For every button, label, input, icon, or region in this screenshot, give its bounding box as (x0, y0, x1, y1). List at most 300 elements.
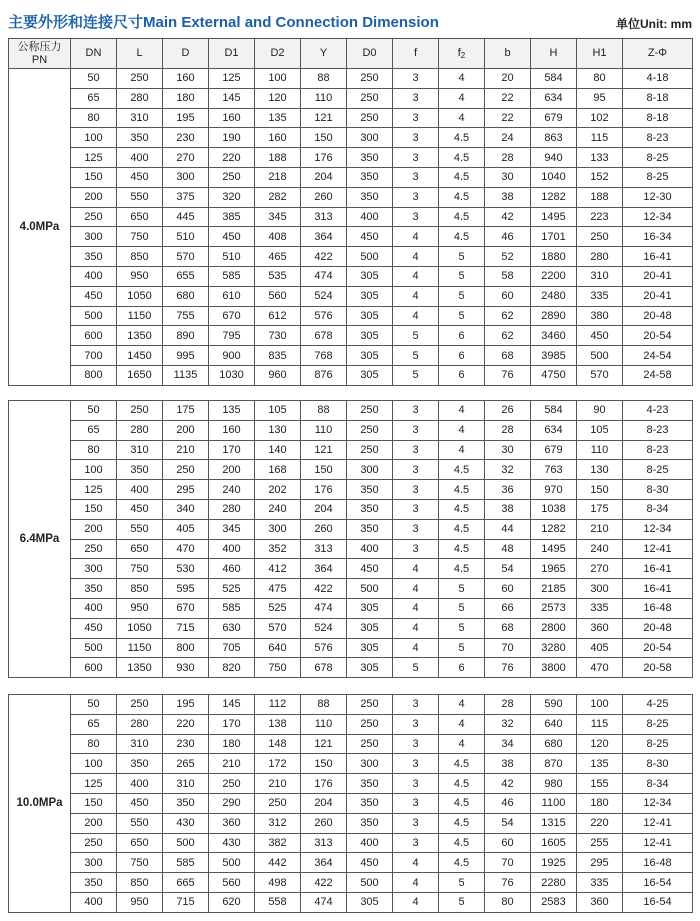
table-cell: 650 (117, 539, 163, 559)
table-cell: 210 (163, 440, 209, 460)
table-cell: 450 (347, 853, 393, 873)
table-cell: 634 (531, 88, 577, 108)
table-cell: 80 (71, 440, 117, 460)
table-cell: 550 (117, 187, 163, 207)
table-cell: 4.5 (439, 480, 485, 500)
table-cell: 280 (209, 499, 255, 519)
table-cell: 8-25 (623, 148, 693, 168)
table-cell: 68 (485, 346, 531, 366)
table-cell: 876 (301, 365, 347, 385)
table-cell: 350 (347, 793, 393, 813)
table-cell: 524 (301, 618, 347, 638)
table-cell: 220 (577, 813, 623, 833)
table-cell: 195 (163, 108, 209, 128)
table-cell: 670 (163, 598, 209, 618)
table-cell: 474 (301, 598, 347, 618)
table-cell: 280 (117, 420, 163, 440)
table-cell: 310 (117, 108, 163, 128)
table-cell: 705 (209, 638, 255, 658)
table-cell: 1350 (117, 326, 163, 346)
table-cell: 820 (209, 658, 255, 678)
table-cell: 20-58 (623, 658, 693, 678)
table-cell: 180 (209, 734, 255, 754)
header-col-4: D2 (255, 39, 301, 69)
table-cell: 120 (577, 734, 623, 754)
table-cell: 250 (347, 108, 393, 128)
table-cell: 382 (255, 833, 301, 853)
table-cell: 175 (163, 401, 209, 421)
header-col-11: H1 (577, 39, 623, 69)
table-cell: 313 (301, 207, 347, 227)
table-cell: 170 (209, 440, 255, 460)
table-cell: 62 (485, 306, 531, 326)
table-row (9, 499, 693, 519)
table-cell: 250 (71, 207, 117, 227)
table-row (9, 365, 693, 385)
dimension-table-group-3 (8, 694, 693, 913)
table-row (9, 618, 693, 638)
table-cell: 3 (393, 714, 439, 734)
table-cell: 750 (117, 853, 163, 873)
table-cell: 1040 (531, 167, 577, 187)
table-cell: 125 (71, 148, 117, 168)
table-cell: 42 (485, 207, 531, 227)
table-cell: 88 (301, 695, 347, 715)
table-cell: 670 (209, 306, 255, 326)
table-cell: 100 (577, 695, 623, 715)
table-cell: 835 (255, 346, 301, 366)
table-cell: 250 (71, 539, 117, 559)
table-cell: 250 (71, 833, 117, 853)
table-cell: 3 (393, 69, 439, 89)
table-row (9, 539, 693, 559)
table-cell: 70 (485, 853, 531, 873)
table-cell: 405 (577, 638, 623, 658)
table-cell: 36 (485, 480, 531, 500)
table-cell: 584 (531, 69, 577, 89)
table-cell: 345 (255, 207, 301, 227)
table-cell: 250 (209, 167, 255, 187)
table-cell: 20-41 (623, 266, 693, 286)
table-cell: 8-25 (623, 714, 693, 734)
table-cell: 400 (117, 148, 163, 168)
table-cell: 313 (301, 833, 347, 853)
table-cell: 24 (485, 128, 531, 148)
table-cell: 400 (209, 539, 255, 559)
table-cell: 8-30 (623, 480, 693, 500)
table-cell: 995 (163, 346, 209, 366)
table-cell: 576 (301, 306, 347, 326)
table-row (9, 559, 693, 579)
table-cell: 88 (301, 401, 347, 421)
table-row (9, 286, 693, 306)
table-cell: 16-54 (623, 892, 693, 912)
table-cell: 678 (301, 326, 347, 346)
table-cell: 3 (393, 148, 439, 168)
table-row (9, 853, 693, 873)
table-cell: 470 (577, 658, 623, 678)
table-cell: 890 (163, 326, 209, 346)
table-cell: 4 (393, 266, 439, 286)
table-cell: 763 (531, 460, 577, 480)
table-cell: 290 (209, 793, 255, 813)
table-cell: 220 (209, 148, 255, 168)
table-cell: 8-25 (623, 460, 693, 480)
table-row (9, 813, 693, 833)
table-cell: 450 (577, 326, 623, 346)
table-cell: 4 (393, 559, 439, 579)
table-row (9, 69, 693, 89)
table-cell: 46 (485, 793, 531, 813)
table-cell: 2800 (531, 618, 577, 638)
table-cell: 465 (255, 247, 301, 267)
table-row (9, 207, 693, 227)
table-cell: 28 (485, 148, 531, 168)
table-cell: 16-41 (623, 559, 693, 579)
table-cell: 870 (531, 754, 577, 774)
table-cell: 115 (577, 714, 623, 734)
table-cell: 4.5 (439, 519, 485, 539)
table-cell: 450 (71, 618, 117, 638)
table-cell: 16-48 (623, 853, 693, 873)
table-cell: 76 (485, 873, 531, 893)
table-cell: 450 (117, 793, 163, 813)
table-cell: 364 (301, 559, 347, 579)
table-cell: 175 (577, 499, 623, 519)
table-cell: 930 (163, 658, 209, 678)
table-cell: 5 (439, 638, 485, 658)
table-cell: 12-34 (623, 207, 693, 227)
table-cell: 48 (485, 539, 531, 559)
table-cell: 65 (71, 88, 117, 108)
table-cell: 442 (255, 853, 301, 873)
table-cell: 1701 (531, 227, 577, 247)
unit-label: 单位Unit: mm (616, 17, 692, 31)
table-cell: 750 (117, 559, 163, 579)
table-cell: 550 (117, 813, 163, 833)
table-cell: 3 (393, 734, 439, 754)
table-cell: 280 (577, 247, 623, 267)
table-cell: 12-41 (623, 833, 693, 853)
table-cell: 3 (393, 695, 439, 715)
table-cell: 5 (439, 247, 485, 267)
table-cell: 4.5 (439, 793, 485, 813)
table-cell: 715 (163, 618, 209, 638)
table-cell: 172 (255, 754, 301, 774)
table-cell: 3 (393, 774, 439, 794)
table-cell: 105 (577, 420, 623, 440)
table-cell: 250 (347, 401, 393, 421)
table-cell: 570 (163, 247, 209, 267)
table-cell: 1925 (531, 853, 577, 873)
table-cell: 30 (485, 167, 531, 187)
table-cell: 680 (163, 286, 209, 306)
table-row (9, 695, 693, 715)
table-cell: 250 (209, 774, 255, 794)
table-cell: 20-41 (623, 286, 693, 306)
table-cell: 115 (577, 128, 623, 148)
table-cell: 54 (485, 813, 531, 833)
table-cell: 585 (209, 598, 255, 618)
table-cell: 12-41 (623, 539, 693, 559)
table-cell: 755 (163, 306, 209, 326)
header-col-6: D0 (347, 39, 393, 69)
table-cell: 204 (301, 167, 347, 187)
table-cell: 3 (393, 519, 439, 539)
pn-cell: 10.0MPa (9, 695, 71, 913)
table-cell: 1050 (117, 286, 163, 306)
table-cell: 250 (117, 69, 163, 89)
table-cell: 170 (209, 714, 255, 734)
table-cell: 135 (577, 754, 623, 774)
table-cell: 350 (347, 148, 393, 168)
table-cell: 250 (347, 88, 393, 108)
table-cell: 665 (163, 873, 209, 893)
table-cell: 130 (255, 420, 301, 440)
table-cell: 138 (255, 714, 301, 734)
table-cell: 34 (485, 734, 531, 754)
table-cell: 4-18 (623, 69, 693, 89)
table-cell: 38 (485, 499, 531, 519)
table-cell: 4-23 (623, 401, 693, 421)
table-cell: 305 (347, 266, 393, 286)
table-cell: 500 (347, 579, 393, 599)
table-cell: 8-25 (623, 167, 693, 187)
table-cell: 364 (301, 853, 347, 873)
table-cell: 145 (209, 88, 255, 108)
table-cell: 8-23 (623, 128, 693, 148)
table-cell: 305 (347, 365, 393, 385)
table-cell: 950 (117, 266, 163, 286)
table-cell: 100 (255, 69, 301, 89)
table-cell: 5 (439, 618, 485, 638)
table-cell: 90 (577, 401, 623, 421)
table-cell: 2480 (531, 286, 577, 306)
table-cell: 422 (301, 579, 347, 599)
table-cell: 535 (255, 266, 301, 286)
table-cell: 385 (209, 207, 255, 227)
header-col-12: Z-Φ (623, 39, 693, 69)
table-cell: 135 (255, 108, 301, 128)
table-cell: 4.5 (439, 460, 485, 480)
table-cell: 960 (255, 365, 301, 385)
table-cell: 125 (209, 69, 255, 89)
table-cell: 16-48 (623, 598, 693, 618)
table-cell: 65 (71, 714, 117, 734)
table-cell: 150 (577, 480, 623, 500)
table-cell: 4.5 (439, 774, 485, 794)
table-cell: 4 (393, 227, 439, 247)
table-cell: 282 (255, 187, 301, 207)
table-cell: 204 (301, 499, 347, 519)
table-cell: 240 (577, 539, 623, 559)
table-cell: 168 (255, 460, 301, 480)
table-cell: 16-54 (623, 873, 693, 893)
table-cell: 204 (301, 793, 347, 813)
table-cell: 110 (301, 420, 347, 440)
table-row (9, 401, 693, 421)
table-cell: 450 (117, 167, 163, 187)
table-cell: 295 (163, 480, 209, 500)
table-cell: 4 (393, 892, 439, 912)
table-cell: 750 (255, 658, 301, 678)
table-cell: 500 (71, 306, 117, 326)
table-cell: 312 (255, 813, 301, 833)
table-cell: 280 (117, 88, 163, 108)
table-cell: 850 (117, 247, 163, 267)
table-cell: 4-25 (623, 695, 693, 715)
table-cell: 500 (347, 247, 393, 267)
table-row (9, 774, 693, 794)
header-col-3: D1 (209, 39, 255, 69)
table-cell: 970 (531, 480, 577, 500)
table-cell: 475 (255, 579, 301, 599)
table-cell: 188 (577, 187, 623, 207)
table-cell: 250 (117, 401, 163, 421)
table-cell: 100 (71, 128, 117, 148)
table-cell: 5 (393, 658, 439, 678)
table-row (9, 108, 693, 128)
table-cell: 250 (347, 695, 393, 715)
table-cell: 20-48 (623, 618, 693, 638)
table-cell: 470 (163, 539, 209, 559)
table-cell: 730 (255, 326, 301, 346)
table-cell: 180 (577, 793, 623, 813)
table-cell: 360 (577, 618, 623, 638)
table-cell: 400 (117, 480, 163, 500)
table-row (9, 420, 693, 440)
table-cell: 940 (531, 148, 577, 168)
table-cell: 200 (71, 813, 117, 833)
table-row (9, 88, 693, 108)
table-cell: 310 (577, 266, 623, 286)
table-cell: 412 (255, 559, 301, 579)
table-cell: 100 (71, 460, 117, 480)
table-cell: 88 (301, 69, 347, 89)
table-cell: 12-34 (623, 793, 693, 813)
table-cell: 2280 (531, 873, 577, 893)
header-col-2: D (163, 39, 209, 69)
table-cell: 576 (301, 638, 347, 658)
table-cell: 20 (485, 69, 531, 89)
table-cell: 375 (163, 187, 209, 207)
table-cell: 950 (117, 598, 163, 618)
table-cell: 430 (209, 833, 255, 853)
table-cell: 300 (71, 559, 117, 579)
table-cell: 4 (439, 88, 485, 108)
table-cell: 450 (347, 559, 393, 579)
table-cell: 6 (439, 346, 485, 366)
table-cell: 250 (577, 227, 623, 247)
table-cell: 650 (117, 833, 163, 853)
table-cell: 44 (485, 519, 531, 539)
table-row (9, 128, 693, 148)
table-cell: 679 (531, 108, 577, 128)
page-title: 主要外形和连接尺寸Main External and Connection Dimension (8, 14, 439, 31)
table-cell: 400 (347, 539, 393, 559)
table-cell: 8-30 (623, 754, 693, 774)
table-row (9, 346, 693, 366)
table-cell: 1605 (531, 833, 577, 853)
table-cell: 3 (393, 88, 439, 108)
table-cell: 4 (439, 734, 485, 754)
table-cell: 350 (347, 187, 393, 207)
table-cell: 60 (485, 286, 531, 306)
table-cell: 150 (301, 128, 347, 148)
table-cell: 678 (301, 658, 347, 678)
table-cell: 4.5 (439, 833, 485, 853)
table-cell: 4 (393, 306, 439, 326)
table-cell: 148 (255, 734, 301, 754)
table-cell: 345 (209, 519, 255, 539)
table-row (9, 833, 693, 853)
table-cell: 16-41 (623, 579, 693, 599)
table-cell: 260 (301, 519, 347, 539)
header-col-0: DN (71, 39, 117, 69)
table-cell: 525 (255, 598, 301, 618)
table-cell: 3 (393, 420, 439, 440)
table-cell: 500 (163, 833, 209, 853)
table-cell: 60 (485, 579, 531, 599)
table-cell: 422 (301, 873, 347, 893)
table-cell: 250 (347, 440, 393, 460)
table-cell: 20-54 (623, 326, 693, 346)
table-cell: 500 (347, 873, 393, 893)
table-cell: 310 (117, 440, 163, 460)
table-cell: 350 (117, 128, 163, 148)
table-row (9, 793, 693, 813)
table-cell: 4 (439, 401, 485, 421)
table-cell: 24-54 (623, 346, 693, 366)
table-row (9, 734, 693, 754)
table-cell: 305 (347, 346, 393, 366)
table-row (9, 247, 693, 267)
table-cell: 795 (209, 326, 255, 346)
table-cell: 8-34 (623, 499, 693, 519)
table-cell: 3 (393, 813, 439, 833)
table-cell: 260 (301, 813, 347, 833)
table-cell: 305 (347, 638, 393, 658)
table-cell: 305 (347, 286, 393, 306)
header-pn-line2: PN (31, 53, 48, 66)
table-row (9, 892, 693, 912)
table-cell: 60 (485, 833, 531, 853)
pn-cell: 6.4MPa (9, 401, 71, 678)
table-cell: 240 (255, 499, 301, 519)
table-cell: 405 (163, 519, 209, 539)
table-cell: 28 (485, 420, 531, 440)
table-cell: 1100 (531, 793, 577, 813)
table-row (9, 148, 693, 168)
table-cell: 16-34 (623, 227, 693, 247)
table-cell: 24-58 (623, 365, 693, 385)
table-cell: 6 (439, 365, 485, 385)
table-row (9, 326, 693, 346)
table-cell: 5 (439, 286, 485, 306)
table-cell: 80 (577, 69, 623, 89)
table-cell: 200 (209, 460, 255, 480)
table-cell: 120 (255, 88, 301, 108)
table-cell: 1150 (117, 638, 163, 658)
table-cell: 4 (393, 638, 439, 658)
table-cell: 22 (485, 108, 531, 128)
table-cell: 335 (577, 873, 623, 893)
table-cell: 305 (347, 892, 393, 912)
table-cell: 66 (485, 598, 531, 618)
table-cell: 80 (71, 734, 117, 754)
table-cell: 498 (255, 873, 301, 893)
table-cell: 768 (301, 346, 347, 366)
